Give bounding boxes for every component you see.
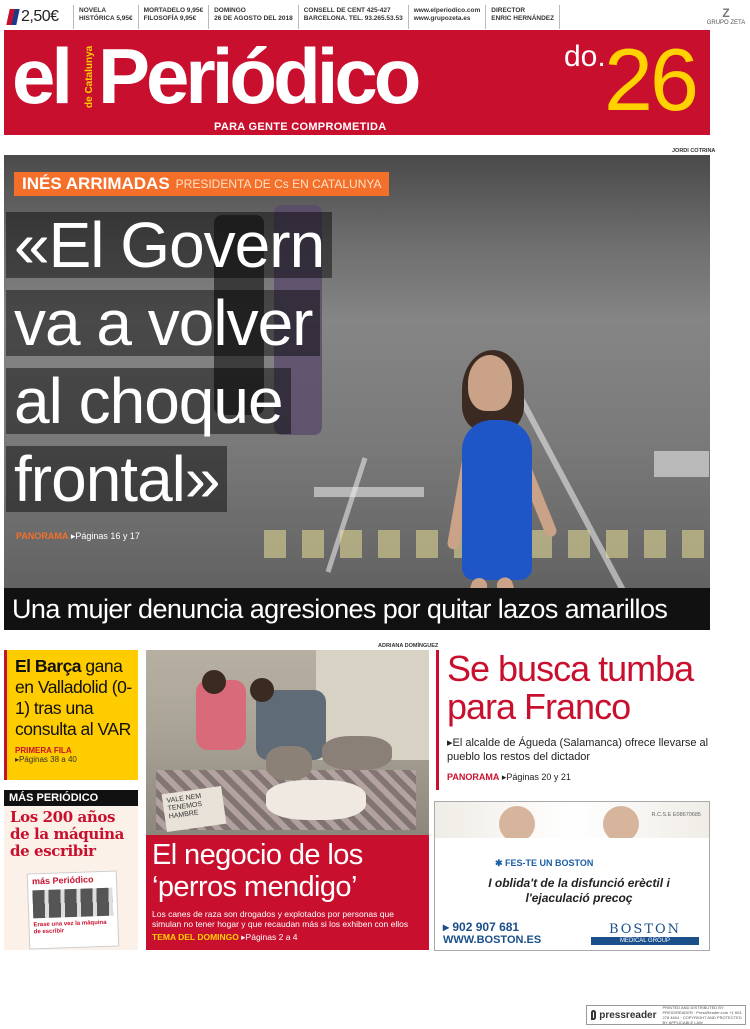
info-label: NOVELA: [79, 7, 107, 14]
mas-periodico-teaser[interactable]: [4, 790, 138, 950]
page-numbers: Páginas 2 a 4: [245, 932, 298, 942]
boston-advertisement[interactable]: [434, 801, 710, 951]
info-value: 26 DE AGOSTO DEL 2018: [214, 15, 293, 22]
catalan-flag-icon: [6, 9, 19, 25]
barca-headline: [15, 656, 132, 740]
info-value: HISTÓRICA 5,95€: [79, 15, 133, 22]
person-head: [250, 678, 274, 702]
arrow-icon: ▸: [70, 531, 76, 541]
hero-headline-line[interactable]: al choque: [6, 368, 291, 434]
barca-headline-rest: gana en Valladolid (0-1) tras una consulta al VAR: [15, 656, 132, 739]
mas-header: MÁS PERIÓDICO: [4, 790, 138, 806]
section-label: PANORAMA: [447, 772, 500, 782]
dog: [266, 780, 366, 820]
page-reference: [152, 932, 423, 943]
dog: [266, 746, 312, 780]
price-box: [4, 5, 74, 29]
page-reference: [15, 755, 132, 764]
franco-headline: Se busca tumba para Franco: [447, 648, 694, 727]
ad-brand-line: [495, 858, 593, 869]
info-label: MORTADELO 9,95€: [143, 7, 204, 14]
page-reference: [447, 772, 712, 783]
boston-logo-sub: MEDICAL GROUP: [591, 937, 699, 945]
cardboard-sign: VALE NEM TENEMOS HAMBRE: [162, 786, 227, 832]
group-logo-text: GRUPO ZETA: [706, 20, 746, 26]
cover-price: 2,50€: [21, 8, 59, 25]
info-column-mortadelo: [139, 5, 209, 29]
kicker-role: PRESIDENTA DE Cs EN CATALUNYA: [175, 177, 382, 191]
info-column-web[interactable]: [409, 5, 487, 29]
pressreader-badge[interactable]: [586, 1005, 746, 1025]
ad-website[interactable]: WWW.BOSTON.ES: [443, 934, 542, 946]
arrow-icon: ▸: [447, 737, 453, 749]
ad-face-man: [603, 806, 639, 842]
website-link[interactable]: www.elperiodico.com: [413, 7, 481, 14]
section-label: TEMA DEL DOMINGO: [152, 932, 239, 942]
info-label: DIRECTOR: [491, 7, 526, 14]
road-marking: [314, 487, 424, 497]
arrow-icon: ▸: [443, 920, 453, 934]
ad-phone[interactable]: [443, 920, 519, 934]
hero-page-reference[interactable]: [16, 531, 140, 542]
thumbnail-caption: Erase una vez la máquina de escribir: [33, 919, 107, 936]
info-value: ENRIC HERNÁNDEZ: [491, 15, 555, 22]
ad-message: I oblida't de la disfunció erèctil i l'ejaculació precoç: [488, 876, 670, 905]
info-column-novela: [74, 5, 139, 29]
typewriter-image: [32, 888, 113, 919]
info-column-date: [209, 5, 299, 29]
masthead: [4, 30, 710, 135]
website-link[interactable]: www.grupozeta.es: [413, 15, 471, 22]
masthead-title: Periódico: [98, 32, 418, 120]
info-label: CONSELL DE CENT 425-427: [303, 7, 391, 14]
grupo-zeta-logo: [706, 7, 746, 27]
kicker-name: INÉS ARRIMADAS: [22, 174, 170, 193]
photo-credit: ADRIANA DOMÍNGUEZ: [378, 643, 439, 649]
info-value: BARCELONA. TEL. 93.265.53.53: [303, 15, 403, 22]
hero-kicker: [14, 172, 389, 196]
barca-teaser[interactable]: [4, 650, 138, 780]
franco-dek-text: El alcalde de Águeda (Salamanca) ofrece llevarse al pueblo los restos del dictador: [447, 737, 709, 763]
pressreader-icon: [591, 1010, 596, 1020]
weekday-label: do.: [564, 40, 606, 73]
boston-star-icon: ✱: [495, 858, 506, 868]
pressreader-label: pressreader: [599, 1009, 657, 1021]
info-column-director: [486, 5, 560, 29]
hero-headline-line[interactable]: frontal»: [6, 446, 227, 512]
hero-headline-line[interactable]: «El Govern: [6, 212, 332, 278]
hero-headline-line[interactable]: va a volver: [6, 290, 320, 356]
info-value: FILOSOFÍA 9,95€: [143, 15, 197, 22]
hero-subheadline[interactable]: Una mujer denuncia agresiones por quitar lazos amarillos: [4, 588, 710, 630]
section-label: PANORAMA: [16, 531, 69, 541]
dogs-photo[interactable]: [146, 650, 429, 835]
page-numbers: Páginas 20 y 21: [506, 772, 571, 782]
barca-headline-bold: El Barça: [15, 656, 82, 676]
dogs-story[interactable]: [146, 835, 429, 950]
dog: [322, 736, 392, 770]
day-number: 26: [604, 30, 696, 129]
masthead-region: de Catalunya: [84, 45, 95, 109]
info-column-address: [299, 5, 409, 29]
masthead-tagline: PARA GENTE COMPROMETIDA: [214, 121, 387, 133]
info-label: DOMINGO: [214, 7, 246, 14]
woman-head: [468, 355, 512, 411]
boston-logo-name: BOSTON: [608, 922, 682, 937]
franco-story[interactable]: [436, 650, 712, 790]
ad-face-woman: [499, 806, 535, 842]
masthead-prefix: el: [12, 32, 70, 120]
person-head: [202, 670, 226, 694]
page-numbers: Páginas 38 a 40: [19, 755, 77, 764]
thumbnail-title: más Periódico: [31, 874, 94, 887]
dogs-headline: El negocio de los ‘perros mendigo’: [152, 839, 363, 903]
page-numbers: Páginas 16 y 17: [75, 531, 140, 541]
section-label: PRIMERA FILA: [15, 746, 72, 755]
road-marking: [654, 451, 709, 477]
woman-blue-dress: [462, 420, 532, 580]
mas-headline: Los 200 años de la máquina de escribir: [10, 808, 125, 860]
ad-phone-number: 902 907 681: [452, 920, 520, 934]
arrow-icon: ▸: [15, 755, 20, 764]
supplement-thumbnail: [27, 870, 120, 949]
photo-credit: JORDI COTRINA: [672, 148, 716, 154]
arrow-icon: ▸: [501, 772, 507, 782]
zeta-icon: Z: [722, 6, 730, 20]
dogs-dek: Los canes de raza son drogados y explotados por personas que simulan no tener hogar y que recaudan más si los exhiben con ellos: [152, 909, 409, 929]
ad-brand-text: FES-TE UN BOSTON: [505, 858, 594, 868]
ad-registry: R.C.S.E E08670685: [651, 812, 701, 818]
franco-dek: [447, 736, 712, 764]
boston-logo: [591, 922, 699, 945]
top-info-bar: [4, 4, 746, 30]
arrow-icon: ▸: [241, 932, 246, 942]
pressreader-fineprint: PRINTED AND DISTRIBUTED BY PRESSREADER · PressReader.com +1 604 278 4604 · COPYRIGHT AND PROTECTED BY APPLICABLE LAW: [662, 1005, 742, 1025]
